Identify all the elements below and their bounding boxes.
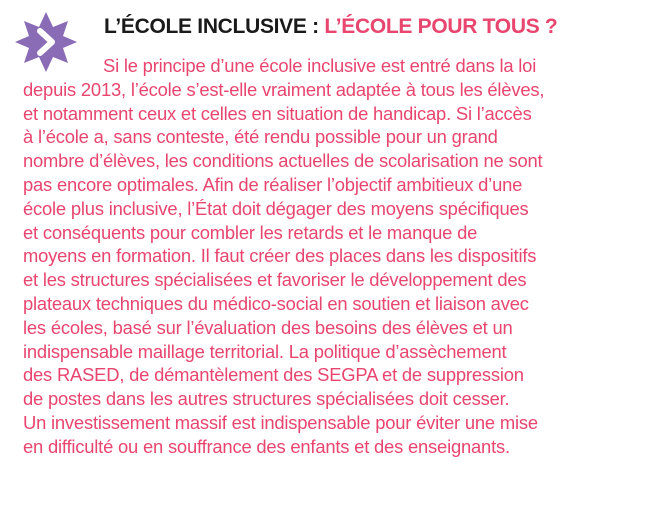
body-line: Un investissement massif est indispensable pour éviter une mise xyxy=(23,411,538,433)
body-line: à l’école a, sans conteste, été rendu possible pour un grand xyxy=(23,126,498,148)
body-line: pas encore optimales. Afin de réaliser l’objectif ambitieux d’une xyxy=(23,173,523,195)
body-line: et notamment ceux et celles en situation de handicap. Si l’accès xyxy=(23,102,532,124)
body-line: indispensable maillage territorial. La politique d’assèchement xyxy=(23,340,507,362)
body-line: en difficulté ou en souffrance des enfants et des enseignants. xyxy=(23,435,510,457)
title-part-accent: L’ÉCOLE POUR TOUS ? xyxy=(324,15,558,38)
body-line: plateaux techniques du médico-social en soutien et liaison avec xyxy=(23,292,529,314)
body-paragraph xyxy=(23,54,633,459)
body-line: les écoles, basé sur l’évaluation des besoins des élèves et un xyxy=(23,316,513,338)
body-line: Si le principe d’une école inclusive est entré dans la loi xyxy=(103,55,537,76)
body-line: et conséquents pour combler les retards et le manque de xyxy=(23,221,478,243)
body-line: moyens en formation. Il faut créer des places dans les dispositifs xyxy=(23,245,537,267)
body-line: de postes dans les autres structures spécialisées doit cesser. xyxy=(23,388,510,410)
body-line: école plus inclusive, l’État doit dégager des moyens spécifiques xyxy=(23,197,529,219)
body-line: nombre d’élèves, les conditions actuelles de scolarisation ne sont xyxy=(23,150,543,172)
title-part-main: L’ÉCOLE INCLUSIVE : xyxy=(104,15,325,38)
page-title xyxy=(104,14,557,40)
body-line: et les structures spécialisées et favoriser le développement des xyxy=(23,269,527,291)
body-line: depuis 2013, l’école s’est-elle vraiment adaptée à tous les élèves, xyxy=(23,78,545,100)
body-line: des RASED, de démantèlement des SEGPA et de suppression xyxy=(23,364,524,386)
